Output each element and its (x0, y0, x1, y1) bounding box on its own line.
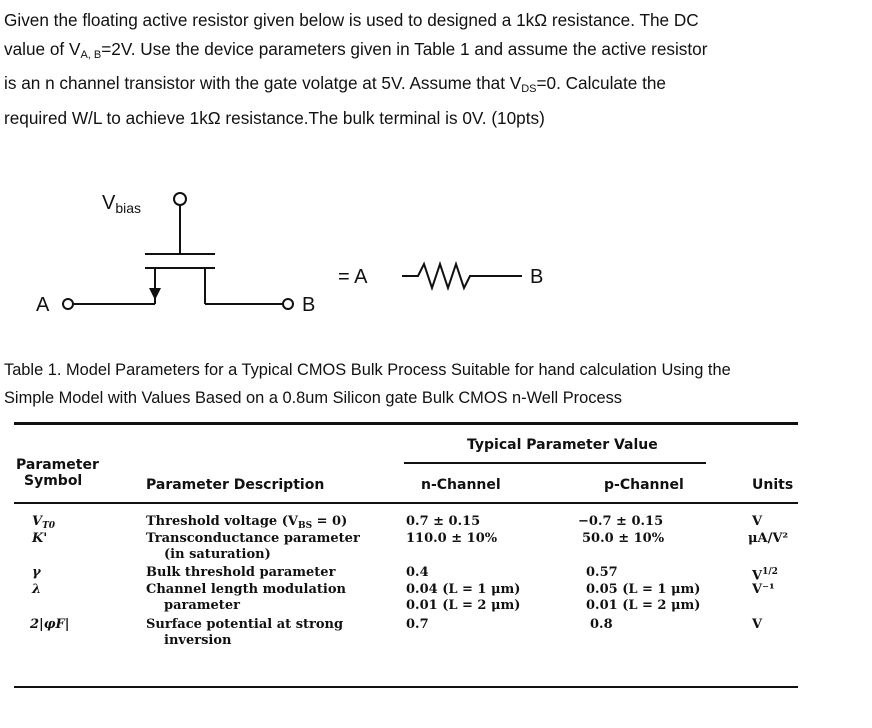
desc-surface-potential: Surface potential at strong (146, 617, 344, 632)
equivalent-b-label: B (530, 266, 544, 288)
header-parameter: Parameter (16, 457, 99, 473)
problem-line-1: Given the floating active resistor given below is used to designed a 1kΩ resistance. The DC (4, 10, 699, 30)
circuit-diagram (0, 180, 872, 330)
desc-surface-potential-2: inversion (164, 633, 232, 648)
problem-line-2: value of $V_{A, B}=2V$. Use the device parameters given in Table 1 and assume the active resistor (4, 38, 708, 61)
header-p-channel: p-Channel (604, 477, 684, 493)
caption-line-2: Simple Model with Values Based on a 0.8um Silicon gate Bulk CMOS n-Well Process (4, 389, 622, 407)
p-value-bulk-threshold: 0.57 (586, 565, 618, 580)
desc-transconductance-2: (in saturation) (164, 547, 271, 562)
header-rule (14, 502, 798, 504)
n-value-bulk-threshold: 0.4 (406, 565, 429, 580)
p-value-surface-potential: 0.8 (590, 617, 613, 632)
desc-transconductance: Transconductance parameter (146, 531, 360, 546)
header-n-channel: n-Channel (421, 477, 501, 493)
n-value-lambda-2um: 0.01 (L = 2 μm) (406, 598, 521, 613)
parameter-table (0, 416, 872, 728)
unit-lambda: V⁻¹ (752, 582, 775, 597)
n-value-surface-potential: 0.7 (406, 617, 429, 632)
n-value-threshold: 0.7 ± 0.15 (406, 514, 481, 529)
source-arrow (149, 288, 161, 300)
node-b-label: B (302, 294, 316, 316)
vbias-terminal (174, 193, 186, 205)
table-bottom-rule (14, 686, 798, 688)
unit-transconductance: μA/V² (748, 531, 789, 546)
n-value-transconductance: 110.0 ± 10% (406, 531, 498, 546)
group-header: Typical Parameter Value (467, 437, 658, 453)
group-rule (404, 462, 706, 464)
symbol-surface-potential: 2|φF| (30, 617, 70, 632)
unit-threshold: V (752, 514, 763, 529)
desc-threshold: Threshold voltage $(V_{BS} = 0)$ (146, 514, 348, 531)
p-value-threshold: −0.7 ± 0.15 (578, 514, 664, 529)
p-value-transconductance: 50.0 ± 10% (582, 531, 665, 546)
resistor-zigzag (402, 264, 522, 288)
symbol-kprime: K' (32, 531, 48, 546)
node-a-terminal (63, 299, 73, 309)
unit-surface-potential: V (752, 617, 763, 632)
header-units: Units (752, 477, 794, 493)
header-description: Parameter Description (146, 477, 325, 493)
caption-line-1: Table 1. Model Parameters for a Typical CMOS Bulk Process Suitable for hand calculation Using the (4, 361, 731, 379)
table-caption (4, 356, 731, 412)
equivalent-a-label: = A (338, 266, 368, 288)
problem-statement (4, 6, 864, 132)
symbol-lambda: λ (32, 582, 42, 597)
header-symbol: Symbol (24, 473, 83, 489)
p-value-lambda-2um: 0.01 (L = 2 μm) (586, 598, 701, 613)
symbol-vt0: $V_{T0}$ (32, 514, 56, 531)
vbias-label: $V_{bias}$ (102, 192, 142, 216)
desc-channel-length: Channel length modulation (146, 582, 346, 597)
node-a-label: A (36, 294, 50, 316)
problem-line-3: is an n channel transistor with the gate volatge at 5V. Assume that $V_{DS}=0$. Calculate the (4, 73, 666, 95)
problem-line-4: required W/L to achieve 1kΩ resistance.The bulk terminal is 0V. (10pts) (4, 107, 545, 128)
node-b-terminal (283, 299, 293, 309)
p-value-lambda-1um: 0.05 (L = 1 μm) (586, 582, 701, 597)
desc-channel-length-2: parameter (164, 598, 240, 613)
symbol-gamma: γ (32, 565, 41, 580)
unit-bulk-threshold: $V^{1/2}$ (752, 567, 778, 584)
n-value-lambda-1um: 0.04 (L = 1 μm) (406, 582, 521, 597)
table-top-rule (14, 422, 798, 425)
desc-bulk-threshold: Bulk threshold parameter (146, 565, 336, 580)
